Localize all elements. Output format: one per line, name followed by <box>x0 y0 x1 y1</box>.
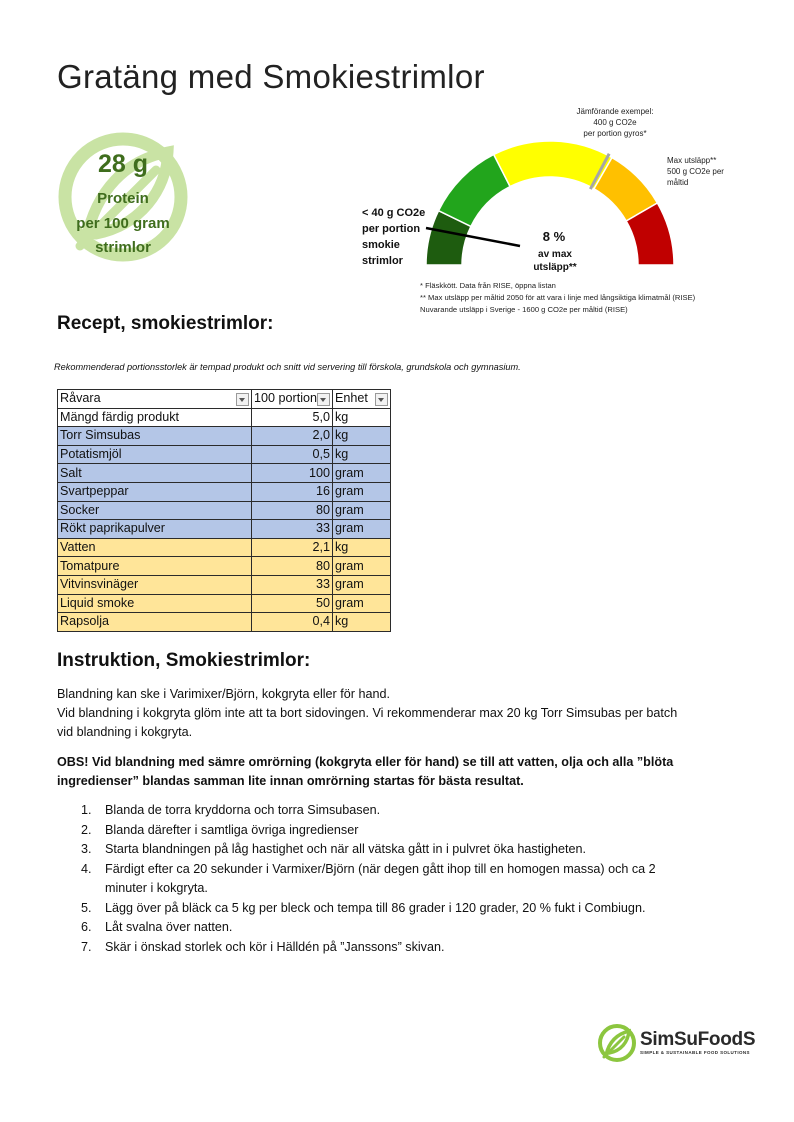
portion-note: Rekommenderad portionsstorlek är tempad produkt och snitt vid servering till förskola, grundskola och gymnasium. <box>54 362 521 372</box>
cell-ingredient: Liquid smoke <box>58 594 252 613</box>
cell-ingredient: Mängd färdig produkt <box>58 408 252 427</box>
column-header-ingredient: Råvara <box>58 390 252 409</box>
cell-unit: kg <box>333 445 391 464</box>
cell-amount: 33 <box>252 575 333 594</box>
step-number: 3. <box>81 842 92 856</box>
cell-amount: 2,0 <box>252 427 333 446</box>
cell-unit: gram <box>333 575 391 594</box>
instruction-heading: Instruktion, Smokiestrimlor: <box>57 650 311 671</box>
recipe-heading: Recept, smokiestrimlor: <box>57 313 274 334</box>
protein-product-label: strimlor <box>95 239 151 256</box>
step-text: Skär i önskad storlek och kör i Hälldén på ”Janssons” skivan. <box>105 939 445 954</box>
gauge-max-note: Max utsläpp** 500 g CO2e per måltid <box>667 156 724 187</box>
cell-ingredient: Socker <box>58 501 252 520</box>
instruction-step <box>57 821 717 841</box>
cell-ingredient: Vitvinsvinäger <box>58 575 252 594</box>
cell-unit: kg <box>333 538 391 557</box>
step-number: 6. <box>81 920 92 934</box>
protein-label: Protein <box>97 190 149 207</box>
cell-ingredient: Rökt paprikapulver <box>58 520 252 539</box>
cell-amount: 33 <box>252 520 333 539</box>
instruction-step <box>57 938 717 958</box>
cell-unit: kg <box>333 427 391 446</box>
ingredient-table <box>57 389 391 632</box>
obs-paragraph: OBS! Vid blandning med sämre omrörning (kokgryta eller för hand) se till att vatten, olja och alla ”blöta ingredienser” blandas samman lite innan omrörning startas för bästa resultat. <box>57 755 674 788</box>
cell-unit: gram <box>333 557 391 576</box>
table-row <box>58 557 391 576</box>
footnote-2: ** Max utsläpp per måltid 2050 för att vara i linje med långsiktiga klimatmål (RISE) <box>420 293 696 302</box>
step-text: Lägg över på bläck ca 5 kg per bleck och tempa till 86 grader i 120 grader, 20 % fukt i Combiugn. <box>105 900 646 915</box>
cell-unit: gram <box>333 520 391 539</box>
step-number: 2. <box>81 822 92 837</box>
table-row <box>58 613 391 632</box>
instruction-steps <box>57 801 717 957</box>
gauge-product-label: < 40 g CO2e per portion smokie strimlor <box>362 207 426 267</box>
gauge-percent-label: av max utsläpp** <box>533 249 577 273</box>
cell-ingredient: Tomatpure <box>58 557 252 576</box>
footnote-3: Nuvarande utsläpp i Sverige - 1600 g CO2e per måltid (RISE) <box>420 305 628 314</box>
table-row <box>58 445 391 464</box>
table-row <box>58 575 391 594</box>
table-row <box>58 408 391 427</box>
cell-unit: kg <box>333 613 391 632</box>
cell-unit: kg <box>333 408 391 427</box>
step-text: Blanda de torra kryddorna och torra Simsubasen. <box>105 803 381 817</box>
cell-amount: 0,4 <box>252 613 333 632</box>
cell-unit: gram <box>333 594 391 613</box>
cell-unit: gram <box>333 464 391 483</box>
simsufoods-logo-icon <box>596 1022 638 1064</box>
filter-dropdown-icon[interactable] <box>317 393 330 406</box>
instruction-step <box>57 801 717 821</box>
table-row <box>58 538 391 557</box>
cell-amount: 50 <box>252 594 333 613</box>
step-text: Låt svalna över natten. <box>105 920 233 934</box>
cell-amount: 0,5 <box>252 445 333 464</box>
ingredient-table-body <box>58 408 391 631</box>
cell-amount: 2,1 <box>252 538 333 557</box>
cell-ingredient: Vatten <box>58 538 252 557</box>
gauge-compare-note: Jämförande exempel: 400 g CO2e per portion gyros* <box>576 107 654 138</box>
cell-amount: 80 <box>252 557 333 576</box>
page-title: Gratäng med Smokiestrimlor <box>57 58 485 95</box>
cell-amount: 16 <box>252 482 333 501</box>
filter-dropdown-icon[interactable] <box>236 393 249 406</box>
protein-value: 28 g <box>97 150 149 178</box>
gauge-percent: 8 % <box>542 229 566 244</box>
step-number: 5. <box>81 900 92 915</box>
logo-tagline: SIMPLE & SUSTAINABLE FOOD SOLUTIONS <box>640 1050 750 1055</box>
table-row <box>58 482 391 501</box>
step-text: Blanda därefter i samtliga övriga ingredienser <box>105 822 359 837</box>
column-header-amount: 100 portion <box>252 390 333 409</box>
emission-gauge <box>420 135 680 265</box>
table-row <box>58 594 391 613</box>
column-header-unit: Enhet <box>333 390 391 409</box>
instruction-step <box>57 918 717 938</box>
cell-amount: 80 <box>252 501 333 520</box>
step-text: Färdigt efter ca 20 sekunder i Varmixer/Björn (när degen gått ihop till en homogen massa) och ca 2 <box>105 861 656 876</box>
cell-ingredient: Svartpeppar <box>58 482 252 501</box>
step-number: 7. <box>81 939 92 954</box>
filter-dropdown-icon[interactable] <box>375 393 388 406</box>
table-row <box>58 427 391 446</box>
table-row <box>58 464 391 483</box>
cell-ingredient: Salt <box>58 464 252 483</box>
cell-ingredient: Rapsolja <box>58 613 252 632</box>
step-number: 4. <box>81 861 92 876</box>
table-row <box>58 520 391 539</box>
intro-paragraph: Blandning kan ske i Varimixer/Björn, kokgryta eller för hand. Vid blandning i kokgryta glöm inte att ta bort sidovingen. Vi rekommenderar max 20 kg Torr Simsubas per batch vid blandning i kokgryta. <box>57 687 678 739</box>
step-text: minuter i kokgryta. <box>105 881 208 895</box>
protein-per-label: per 100 gram <box>76 215 170 232</box>
step-text: Starta blandningen på låg hastighet och när all vätska gått in i pulvret öka hastigheten. <box>105 842 586 856</box>
step-number: 1. <box>81 803 92 817</box>
instruction-step <box>57 840 717 860</box>
table-row <box>58 501 391 520</box>
logo-text: SimSuFoodS <box>640 1029 756 1050</box>
cell-ingredient: Potatismjöl <box>58 445 252 464</box>
instruction-step <box>57 899 717 919</box>
cell-unit: gram <box>333 501 391 520</box>
cell-amount: 100 <box>252 464 333 483</box>
cell-unit: gram <box>333 482 391 501</box>
cell-ingredient: Torr Simsubas <box>58 427 252 446</box>
protein-badge <box>56 130 190 264</box>
instruction-step <box>57 860 717 899</box>
footnote-1: * Fläskkött. Data från RISE, öppna listan <box>420 281 556 290</box>
cell-amount: 5,0 <box>252 408 333 427</box>
